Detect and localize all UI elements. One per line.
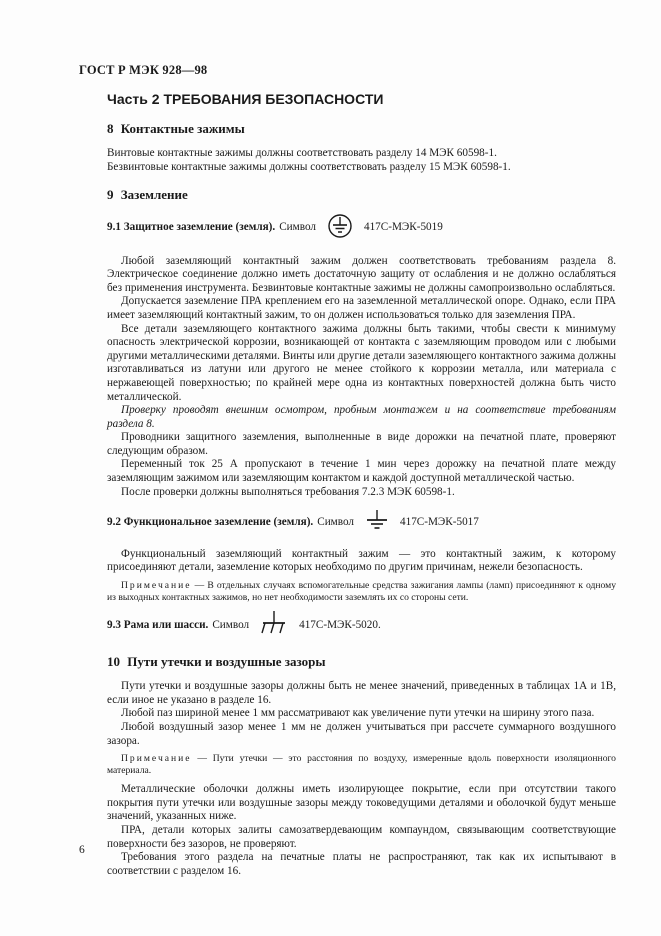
chassis-icon [259,610,289,641]
part-title: Часть 2 ТРЕБОВАНИЯ БЕЗОПАСНОСТИ [107,91,384,107]
paragraph: Металлические оболочки должны иметь изолирующее покрытие, если при отсутствии такого покрытия пути утечки или воздушные зазоры между токоведущими деталями и оболочкой будут меньше значений, указанных ниже. [107,783,616,823]
paragraph: Винтовые контактные зажимы должны соответствовать разделу 14 МЭК 60598-1. [107,147,497,160]
symbol-word: Символ [279,221,316,234]
subsection-label: 9.2 Функциональное заземление (земля). [107,515,314,528]
symbol-word: Символ [317,515,354,528]
paragraph: Требования этого раздела на печатные платы не распространяют, так как их испытывают в соответствии с разделом 16. [107,851,616,877]
paragraph: Проводники защитного заземления, выполненные в виде дорожки на печатной плате, проверяют следующим образом. [107,431,616,457]
subsection-label: 9.3 Рама или шасси. [107,618,209,631]
section-number: 9 [107,187,114,203]
note-text: — В отдельных случаях вспомогательные средства зажигания лампы (ламп) присоединяют к одному из выходных контактных зажимов, но нет необходимости заземлять их со стороны сети. [107,580,616,604]
section-number: 8 [107,120,114,136]
section-8-heading [107,122,616,136]
section-title: Заземление [120,187,188,203]
paragraph-verification: Проверку проводят внешним осмотром, пробным монтажем и на соответствие требованиям раздела 8. [107,404,616,430]
page-number: 6 [79,844,85,856]
note [107,753,616,777]
subsection-9-3 [107,610,616,641]
note-label: Примечание [121,580,192,592]
paragraph: ПРА, детали которых залиты самозатвердевающим компаундом, связывающим соответствующие поверхности без зазоров, не проверяют. [107,823,616,850]
section-number: 10 [107,653,120,669]
functional-earth-icon [364,509,390,536]
paragraph: Безвинтовые контактные зажимы должны соответствовать разделу 15 МЭК 60598-1. [107,160,511,173]
section-title: Контактные зажимы [120,120,245,136]
paragraph: Допускается заземление ПРА креплением его на заземленной металлической опоре. Однако, если ПРА имеет заземляющий контактный зажим, то он должен использоваться только для заземления ПРА. [107,295,616,321]
paragraph: Любой паз шириной менее 1 мм рассматривают как увеличение пути утечки на ширину этого паза. [121,707,595,720]
section-10-heading [107,655,616,669]
paragraph: Все детали заземляющего контактного зажима должны быть такими, чтобы свести к минимуму опасность электрической коррозии, возникающей от контакта с заземляющим проводом или с любыми другими металлическими деталями. Винты или другие детали заземляющего контактного зажима должны изготавливаться из латуни или другого не менее стойкого к коррозии металла, или материала с нержавеющей поверхностью; по крайней мере одна из контактных поверхностей должна быть чисто металлической. [107,322,616,403]
subsection-9-2 [107,509,616,536]
symbol-code: 417С-МЭК-5020. [299,618,381,631]
section-9-heading [107,188,616,202]
paragraph: После проверки должны выполняться требования 7.2.3 МЭК 60598-1. [121,485,455,498]
note [107,580,616,604]
note-label: Примечание [121,753,192,765]
subsection-9-1 [107,214,616,243]
paragraph: Переменный ток 25 А пропускают в течение 1 мин через дорожку на печатной плате между заземляющим зажимом или заземляющим контактом и каждой доступной металлической частью. [107,458,616,485]
paragraph: Пути утечки и воздушные зазоры должны быть не менее значений, приведенных в таблицах 1А и 1В, если иное не указано в разделе 16. [107,680,616,706]
protective-earth-icon [326,214,354,243]
subsection-label: 9.1 Защитное заземление (земля). [107,221,276,234]
paragraph: Функциональный заземляющий контактный зажим — это контактный зажим, к которому присоединяют детали, заземление которых необходимо по другим причинам, нежели безопасность. [107,547,616,574]
paragraph: Любой заземляющий контактный зажим должен соответствовать требованиям раздела 8. Электрическое соединение должно иметь достаточную защиту от ослабления и не должно ослабляться без применения инструмента. Безвинтовые контактные зажимы не должны самопроизвольно ослабляться. [107,254,616,294]
document-header: ГОСТ Р МЭК 928—98 [79,63,208,77]
symbol-code: 417С-МЭК-5019 [363,221,443,234]
note-text: — Пути утечки — это расстояния по воздуху, измеренные вдоль поверхности изоляционного материала. [107,753,616,777]
symbol-word: Символ [212,618,250,631]
section-title: Пути утечки и воздушные зазоры [127,653,326,669]
paragraph: Любой воздушный зазор менее 1 мм не должен учитываться при рассчете суммарного воздушного зазора. [107,721,616,747]
document-body [107,93,616,878]
symbol-code: 417С-МЭК-5017 [400,515,479,528]
